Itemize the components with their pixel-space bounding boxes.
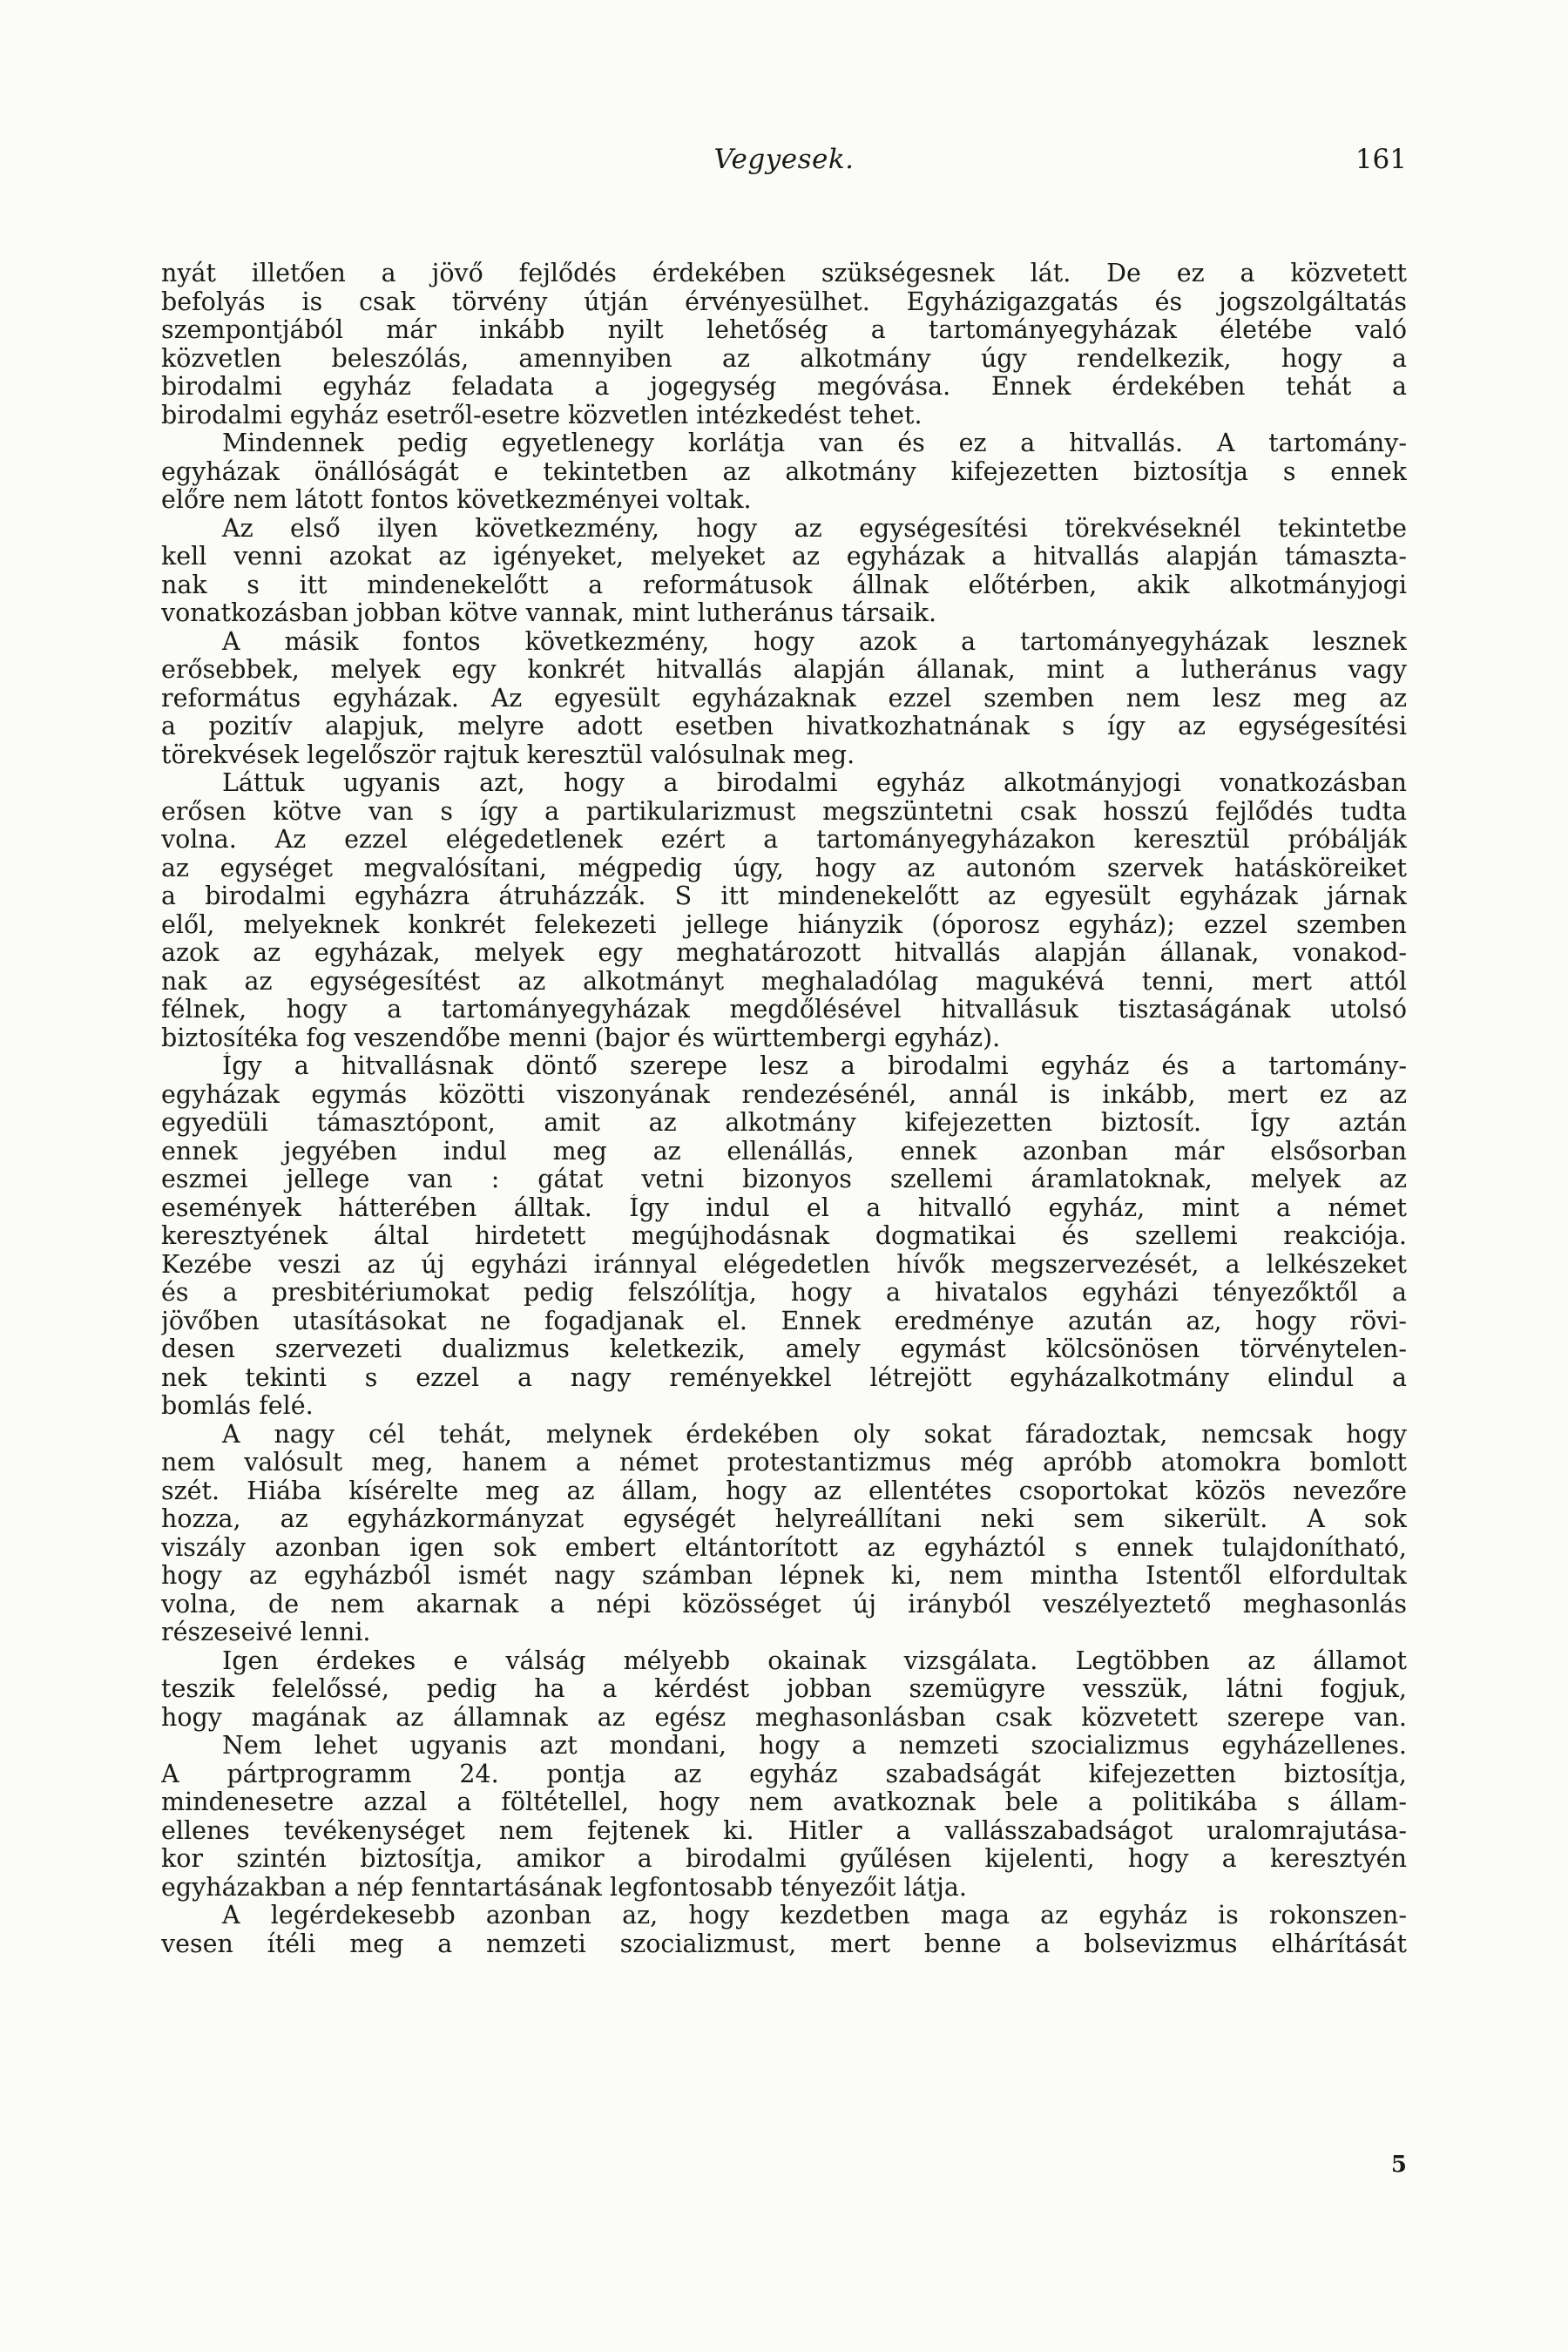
text-line: nak s itt mindenekelőtt a reformátusok állnak előtérben, akik alkotmányjogi	[161, 571, 1407, 599]
text-line: Így a hitvallásnak döntő szerepe lesz a birodalmi egyház és a tartomány-	[222, 1052, 1407, 1080]
text-line: ellenes tevékenységet nem fejtenek ki. Hitler a vallásszabadságot uralomrajutása-	[161, 1816, 1407, 1845]
text-line: a birodalmi egyházra átruházzák. S itt mindenekelőtt az egyesült egyházak járnak	[161, 882, 1407, 910]
text-line: és a presbitériumokat pedig felszólítja, hogy a hivatalos egyházi tényezőktől a	[161, 1279, 1407, 1307]
text-line: kell venni azokat az igényeket, melyeket az egyházak a hitvallás alapján támaszta-	[161, 543, 1407, 571]
text-line: a pozitív alapjuk, melyre adott esetben hivatkozhatnának s így az egységesítési	[161, 713, 1407, 740]
text-line: A legérdekesebb azonban az, hogy kezdetben maga az egyház is rokonszen-	[222, 1902, 1407, 1930]
text-line: jövőben utasításokat ne fogadjanak el. Ennek eredménye azután az, hogy rövi-	[161, 1307, 1407, 1335]
text-line: keresztyének által hirdetett megújhodásnak dogmatikai és szellemi reakciója.	[161, 1222, 1407, 1250]
text-line: szempontjából már inkább nyilt lehetőség a tartományegyházak életébe való	[161, 316, 1407, 344]
text-line: Az első ilyen következmény, hogy az egységesítési törekvéseknél tekintetbe	[222, 514, 1407, 543]
text-line: A pártprogramm 24. pontja az egyház szabadságát kifejezetten biztosítja,	[161, 1760, 1407, 1788]
text-line: volna, de nem akarnak a népi közösséget új irányból veszélyeztető meghasonlás	[161, 1590, 1407, 1619]
text-line: nak az egységesítést az alkotmányt meghaladólag magukévá tenni, mert attól	[161, 967, 1407, 996]
text-line: azok az egyházak, melyek egy meghatározott hitvallás alapján állanak, vonakod-	[161, 939, 1407, 967]
text-line: az egységet megvalósítani, mégpedig úgy, hogy az autonóm szervek hatásköreiket	[161, 854, 1407, 882]
text-line: közvetlen beleszólás, amennyiben az alkotmány úgy rendelkezik, hogy a	[161, 344, 1407, 373]
text-line: erősebbek, melyek egy konkrét hitvallás alapján állanak, mint a lutheránus vagy	[161, 656, 1407, 684]
text-line: birodalmi egyház feladata a jogegység megóvása. Ennek érdekében tehát a	[161, 373, 1407, 401]
text-line: viszály azonban igen sok embert eltántorított az egyháztól s ennek tulajdonítható,	[161, 1533, 1407, 1562]
text-line: egyházak önállóságát e tekintetben az alkotmány kifejezetten biztosítja s ennek	[161, 457, 1407, 486]
text-line: Kezébe veszi az új egyházi iránnyal elégedetlen hívők megszervezését, a lelkészeket	[161, 1250, 1407, 1279]
text-line: Nem lehet ugyanis azt mondani, hogy a nemzeti szocializmus egyházellenes.	[222, 1732, 1407, 1760]
text-line: volna. Az ezzel elégedetlenek ezért a tartományegyházakon keresztül próbálják	[161, 826, 1407, 854]
text-line: biztosítéka fog veszendőbe menni (bajor és württembergi egyház).	[161, 1024, 1001, 1052]
text-line: nyát illetően a jövő fejlődés érdekében szükségesnek lát. De ez a közvetett	[161, 260, 1407, 287]
text-line: egyedüli támasztópont, amit az alkotmány kifejezetten biztosít. Így aztán	[161, 1109, 1407, 1137]
text-line: hogy magának az államnak az egész meghasonlásban csak közvetett szerepe van.	[161, 1703, 1407, 1732]
text-line: Mindennek pedig egyetlenegy korlátja van és ez a hitvallás. A tartomány-	[222, 429, 1407, 457]
text-line: hogy az egyházból ismét nagy számban lépnek ki, nem mintha Istentől elfordultak	[161, 1562, 1407, 1590]
text-line: nek tekinti s ezzel a nagy reményekkel létrejött egyházalkotmány elindul a	[161, 1363, 1407, 1392]
text-line: részeseivé lenni.	[161, 1619, 371, 1646]
text-line: ennek jegyében indul meg az ellenállás, ennek azonban már elsősorban	[161, 1137, 1407, 1166]
text-line: desen szervezeti dualizmus keletkezik, amely egymást kölcsönösen törvénytelen-	[161, 1335, 1407, 1363]
text-line: vonatkozásban jobban kötve vannak, mint lutheránus társaik.	[161, 599, 937, 627]
text-line: vesen ítéli meg a nemzeti szocializmust, mert benne a bolsevizmus elhárítását	[161, 1930, 1407, 1958]
text-line: törekvések legelőször rajtuk keresztül valósulnak meg.	[161, 740, 855, 769]
page-header	[161, 144, 1407, 187]
text-line: A nagy cél tehát, melynek érdekében oly sokat fáradoztak, nemcsak hogy	[222, 1420, 1407, 1449]
text-line: erősen kötve van s így a partikularizmust megszüntetni csak hosszú fejlődés tudta	[161, 797, 1407, 826]
text-line: egyházakban a nép fenntartásának legfontosabb tényezőit látja.	[161, 1873, 967, 1902]
paragraph-block	[161, 260, 1407, 1958]
signature-mark: 5	[1390, 2152, 1407, 2178]
page-number: 161	[1355, 144, 1407, 175]
text-line: mindenesetre azzal a föltétellel, hogy nem avatkoznak bele a politikába s állam-	[161, 1788, 1407, 1816]
text-line: nem valósult meg, hanem a német protestantizmus még apróbb atomokra bomlott	[161, 1449, 1407, 1477]
text-line: elől, melyeknek konkrét felekezeti jellege hiányzik (óporosz egyház); ezzel szemben	[161, 910, 1407, 939]
body-text	[161, 260, 1407, 1958]
text-line: kor szintén biztosítja, amikor a birodalmi gyűlésen kijelenti, hogy a keresztyén	[161, 1845, 1407, 1873]
text-line: bomlás felé.	[161, 1392, 314, 1420]
text-line: előre nem látott fontos következményei voltak.	[161, 486, 752, 514]
text-line: református egyházak. Az egyesült egyházaknak ezzel szemben nem lesz meg az	[161, 684, 1407, 713]
text-line: birodalmi egyház esetről-esetre közvetlen intézkedést tehet.	[161, 401, 923, 429]
text-line: szét. Hiába kísérelte meg az állam, hogy az ellentétes csoportokat közös nevezőre	[161, 1477, 1407, 1505]
text-line: teszik felelőssé, pedig ha a kérdést jobban szemügyre vesszük, látni fogjuk,	[161, 1675, 1407, 1703]
running-head: Vegyesek.	[713, 144, 855, 175]
text-line: befolyás is csak törvény útján érvényesülhet. Egyházigazgatás és jogszolgáltatás	[161, 287, 1407, 316]
text-line: egyházak egymás közötti viszonyának rendezésénél, annál is inkább, mert ez az	[161, 1080, 1407, 1109]
text-line: A másik fontos következmény, hogy azok a tartományegyházak lesznek	[222, 627, 1407, 656]
text-line: Igen érdekes e válság mélyebb okainak vizsgálata. Legtöbben az államot	[222, 1646, 1407, 1675]
text-line: Láttuk ugyanis azt, hogy a birodalmi egyház alkotmányjogi vonatkozásban	[222, 769, 1407, 797]
text-line: hozza, az egyházkormányzat egységét helyreállítani neki sem sikerült. A sok	[161, 1505, 1407, 1533]
text-line: események hátterében álltak. Így indul el a hitvalló egyház, mint a német	[161, 1193, 1407, 1222]
text-line: eszmei jellege van : gátat vetni bizonyos szellemi áramlatoknak, melyek az	[161, 1166, 1407, 1193]
text-line: félnek, hogy a tartományegyházak megdőlésével hitvallásuk tisztaságának utolsó	[161, 996, 1407, 1024]
